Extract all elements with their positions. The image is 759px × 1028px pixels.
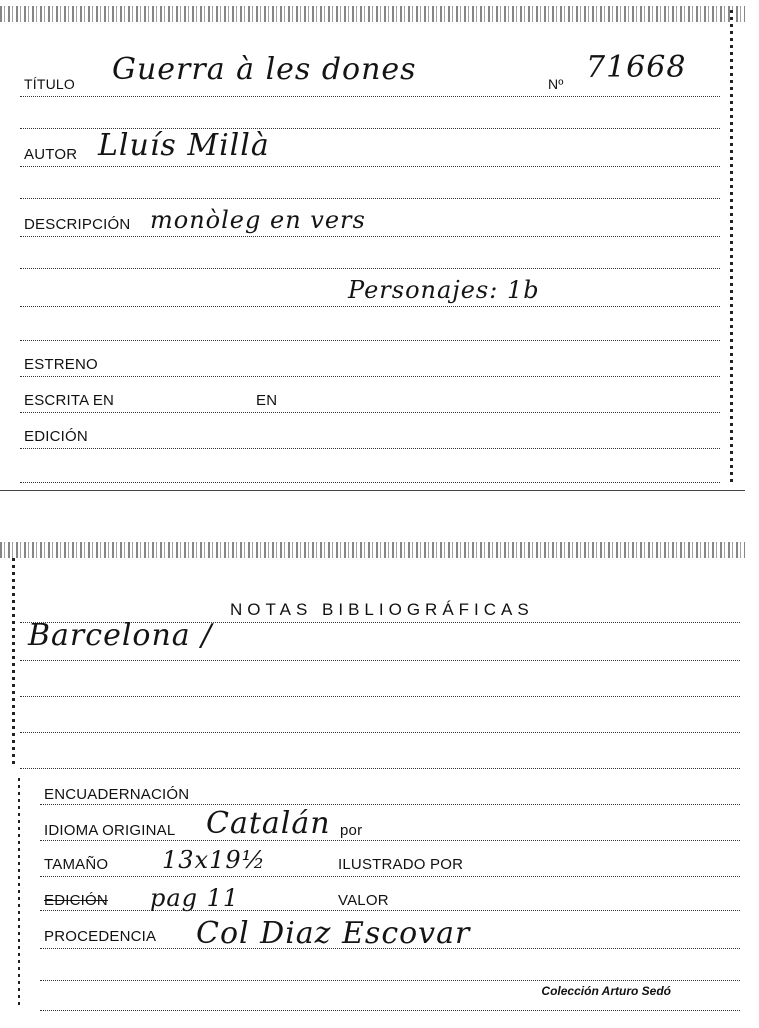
- card-top-edge: [0, 6, 745, 22]
- procedencia-label: PROCEDENCIA: [44, 928, 157, 945]
- rule: [20, 660, 740, 661]
- notes-line-1: Barcelona /: [28, 618, 213, 653]
- rule: [20, 166, 720, 167]
- card-divider: [0, 490, 745, 491]
- rule: [20, 96, 720, 97]
- descripcion-label: DESCRIPCIÓN: [24, 216, 131, 233]
- rule: [40, 910, 740, 911]
- numero-value: 71668: [586, 50, 687, 85]
- rule: [20, 412, 720, 413]
- rule: [20, 768, 740, 769]
- valor-label: VALOR: [338, 892, 389, 909]
- autor-label: AUTOR: [24, 146, 78, 163]
- rule: [20, 448, 720, 449]
- rule: [40, 840, 740, 841]
- edicion-label: EDICIÓN: [24, 428, 88, 445]
- titulo-label: TÍTULO: [24, 76, 75, 92]
- rule: [20, 198, 720, 199]
- edicion-label-2: EDICIÓN: [44, 892, 108, 909]
- rule: [20, 482, 720, 483]
- procedencia-value: Col Diaz Escovar: [196, 916, 471, 951]
- edicion-value: pag 11: [150, 884, 240, 912]
- rule: [40, 1010, 740, 1011]
- rule: [20, 376, 720, 377]
- card-top-edge: [0, 542, 745, 558]
- en-label: EN: [256, 392, 278, 409]
- encuadernacion-label: ENCUADERNACIÓN: [44, 786, 190, 803]
- rule: [20, 306, 720, 307]
- descripcion-value: monòleg en vers: [150, 206, 366, 234]
- rule: [20, 732, 740, 733]
- titulo-value: Guerra à les dones: [112, 52, 417, 87]
- numero-label: Nº: [548, 76, 564, 92]
- ilustrado-por-label: ILUSTRADO POR: [338, 856, 464, 873]
- tamano-value: 13x19½: [162, 846, 266, 874]
- card-right-edge: [730, 10, 733, 484]
- collection-footer: Colección Arturo Sedó: [541, 984, 671, 998]
- idioma-original-value: Catalán: [206, 806, 331, 841]
- rule: [40, 980, 740, 981]
- estreno-label: ESTRENO: [24, 356, 98, 373]
- escrita-en-label: ESCRITA EN: [24, 392, 115, 409]
- notas-title: NOTAS BIBLIOGRÁFICAS: [230, 600, 534, 619]
- rule: [40, 804, 740, 805]
- card-left-edge: [12, 558, 15, 768]
- rule: [20, 340, 720, 341]
- tamano-label: TAMAÑO: [44, 856, 109, 873]
- personajes-value: Personajes: 1b: [348, 276, 540, 304]
- idioma-original-label: IDIOMA ORIGINAL: [44, 822, 176, 839]
- rule: [20, 236, 720, 237]
- por-label: por: [340, 822, 363, 839]
- card-left-edge: [18, 778, 20, 1008]
- rule: [40, 948, 740, 949]
- autor-value: Lluís Millà: [98, 128, 270, 163]
- rule: [20, 696, 740, 697]
- rule: [20, 268, 720, 269]
- rule: [40, 876, 740, 877]
